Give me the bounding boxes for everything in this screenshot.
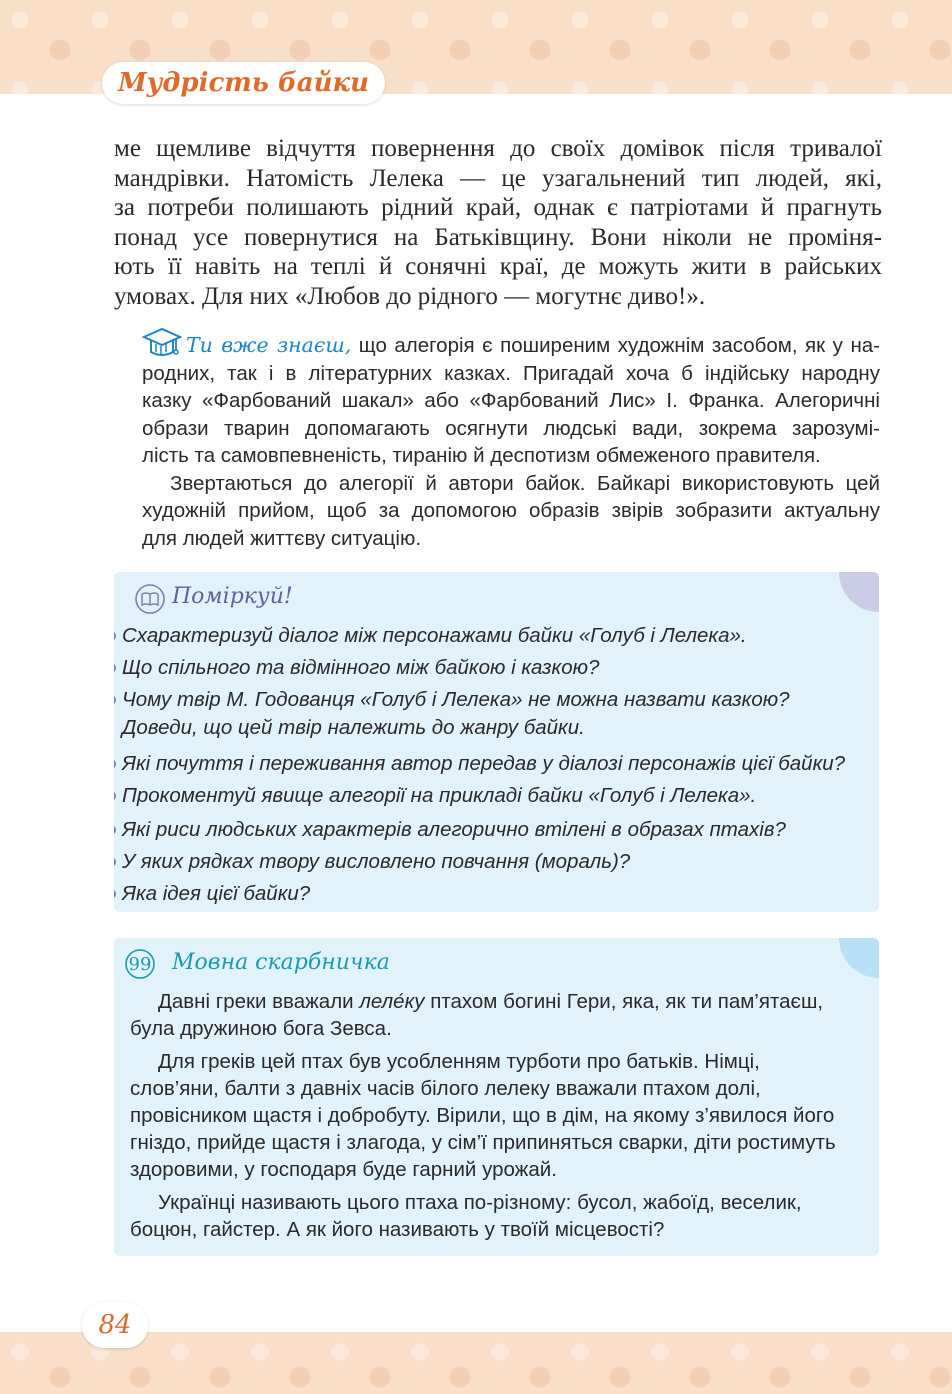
list-item: [114, 750, 845, 782]
treasury-title: Мовна скарбничка: [172, 950, 390, 975]
treasury-paragraph: [130, 988, 850, 1042]
emphasized-word: леле́ку: [359, 990, 425, 1013]
bullet-icon: [114, 857, 116, 867]
question-text: Яка ідея цієї байки?: [122, 882, 311, 905]
treasury-paragraph: Для греків цей птах був усобленням турботи про батьків. Німці, слов’яни, балти з давніх часів білого лелеку вважали птахом долі, провісником щастя і добробуту. Вірили, що в дім, на якому з’явилося його гніздо, прийде щастя і злагода, у сім’ї припиняться сварки, діти ростимуть здоровими, у господаря буде гарний урожай.: [130, 1050, 836, 1181]
page-number: [82, 1302, 148, 1348]
treasury-paragraph: Українці називають цього птаха по-різному: бусол, жабоїд, веселик, боцюн, гайстер. А як його називають у твоїй місцевості?: [130, 1191, 802, 1241]
list-item-continuation: [114, 714, 845, 750]
text-line: казку «Фарбований шакал» або «Фарбований Лис» І. Франка. Алегоричні: [142, 389, 880, 412]
text-line: мандрівки. Натомість Лелека — це узагальнений тип людей, які,: [114, 164, 882, 192]
svg-text:99: 99: [128, 954, 152, 975]
know-line1-rest: що алегорія є поширеним художнім засобом, як у на-: [351, 334, 880, 357]
text-line: родних, так і в літературних казках. Пригадай хоча б індійську народну: [142, 361, 880, 385]
question-text: У яких рядках твору висловлено повчання (мораль)?: [122, 850, 631, 873]
language-treasury-box: [114, 938, 879, 1256]
bullet-icon: [114, 663, 116, 673]
chapter-title: Мудрість байки: [118, 68, 370, 98]
box-corner-decoration: [839, 938, 879, 978]
list-item: [114, 654, 845, 686]
list-item: [114, 782, 845, 816]
text-line: понад усе повернутися на Батьківщину. Вони ніколи не проміня-: [114, 223, 882, 251]
think-box: [114, 572, 879, 912]
question-text: Доведи, що цей твір належить до жанру байки.: [122, 716, 585, 739]
bullet-icon: [114, 695, 116, 705]
box-corner-decoration: [839, 572, 879, 612]
list-item: [114, 848, 845, 880]
text-line: образи тварин допомагають осягнути людські вади, зокрема зарозумі-: [142, 416, 880, 440]
question-text: Які почуття і переживання автор передав у діалозі персонажів цієї байки?: [122, 752, 846, 775]
question-text: Прокоментуй явище алегорії на прикладі байки «Голуб і Лелека».: [122, 784, 757, 807]
text-line: для людей життєву ситуацію.: [142, 526, 422, 550]
text-line: [142, 332, 880, 360]
bullet-icon: [114, 759, 116, 769]
list-item: [114, 622, 845, 654]
treasury-text: [130, 988, 850, 1249]
bullet-icon: [114, 791, 116, 801]
main-paragraph: [114, 134, 882, 311]
text-line: за потреби полишають рідний край, однак є патріотами й прагнуть: [114, 194, 882, 221]
page-number-text: 84: [98, 1310, 132, 1340]
list-item: [114, 686, 845, 714]
chapter-header: [102, 62, 385, 104]
questions-list: [114, 622, 845, 912]
list-item: [114, 880, 845, 912]
text-line: ють її навіть на теплі й сонячні краї, де можуть жити в райських: [114, 253, 882, 280]
book-icon: [134, 584, 166, 614]
bullet-icon: [114, 825, 116, 835]
text-line: ме щемливе відчуття повернення до своїх домівок після тривалої: [114, 135, 882, 162]
text-run: птахом богині Гери, яка, як ти пам’ятаєш, була дружиною бога Зевса.: [130, 990, 824, 1040]
bullet-icon: [114, 631, 116, 641]
list-item: [114, 816, 845, 848]
text-line: лість та самовпевненість, тиранію й деспотизм обмеженого правителя.: [142, 444, 821, 467]
question-text: Схарактеризуй діалог між персонажами байки «Голуб і Лелека».: [122, 624, 747, 647]
you-already-know-block: [142, 332, 880, 552]
text-line: умовах. Для них «Любов до рідного — могутнє диво!».: [114, 282, 706, 310]
think-title: Поміркуй!: [172, 584, 293, 609]
quote-icon: [124, 948, 156, 980]
question-text: Які риси людських характерів алегорично втілені в образах птахів?: [122, 818, 786, 841]
bottom-decorative-band: [0, 1332, 952, 1394]
text-run: Давні греки вважали: [158, 990, 360, 1013]
bullet-icon: [114, 889, 116, 899]
know-lead: Ти вже знаєш,: [186, 333, 352, 357]
question-text: Чому твір М. Годованця «Голуб і Лелека» не можна назвати казкою?: [122, 688, 790, 711]
text-line: художній прийом, щоб за допомогою образів звірів зобразити актуальну: [142, 499, 880, 522]
question-text: Що спільного та відмінного між байкою і казкою?: [122, 656, 600, 679]
text-line: Звертаються до алегорії й автори байок. Байкарі використовують цей: [170, 471, 880, 495]
